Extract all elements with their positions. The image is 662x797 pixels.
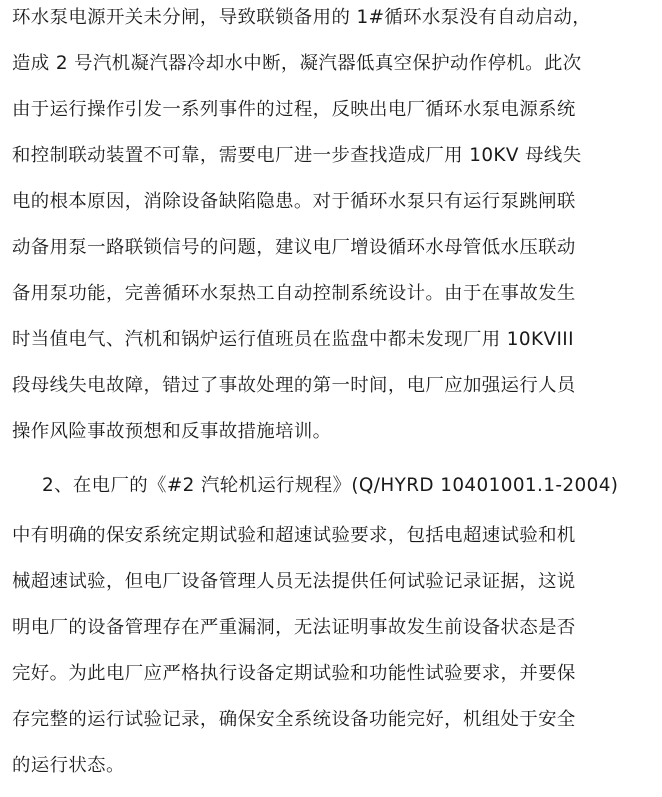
paragraph-1-line-7: 备用泵功能，完善循环水泵热工自动控制系统设计。由于在事故发生 bbox=[12, 283, 576, 304]
paragraph-1-line-2: 造成 2 号汽机凝汽器冷却水中断，凝汽器低真空保护动作停机。此次 bbox=[12, 53, 582, 74]
paragraph-1-line-1: 环水泵电源开关未分闸，导致联锁备用的 1#循环水泵没有自动启动， bbox=[12, 7, 592, 28]
paragraph-1-line-9: 段母线失电故障，错过了事故处理的第一时间，电厂应加强运行人员 bbox=[12, 375, 576, 396]
paragraph-2-line-1: 2、在电厂的《#2 汽轮机运行规程》(Q/HYRD 10401001.1-2004) bbox=[42, 475, 619, 496]
paragraph-2-line-5: 完好。为此电厂应严格执行设备定期试验和功能性试验要求，并要保 bbox=[12, 663, 576, 684]
paragraph-1-line-5: 电的根本原因，消除设备缺陷隐患。对于循环水泵只有运行泵跳闸联 bbox=[12, 191, 576, 212]
paragraph-1-line-10: 操作风险事故预想和反事故措施培训。 bbox=[12, 421, 332, 442]
paragraph-1-line-4: 和控制联动装置不可靠，需要电厂进一步查找造成厂用 10KV 母线失 bbox=[12, 145, 582, 166]
paragraph-1-line-3: 由于运行操作引发一系列事件的过程，反映出电厂循环水泵电源系统 bbox=[12, 99, 576, 120]
paragraph-2-line-6: 存完整的运行试验记录，确保安全系统设备功能完好，机组处于安全 bbox=[12, 709, 576, 730]
paragraph-2-line-7: 的运行状态。 bbox=[12, 755, 125, 776]
paragraph-1-line-6: 动备用泵一路联锁信号的问题，建议电厂增设循环水母管低水压联动 bbox=[12, 237, 576, 258]
paragraph-2-line-3: 械超速试验，但电厂设备管理人员无法提供任何试验记录证据，这说 bbox=[12, 571, 576, 592]
paragraph-2-line-4: 明电厂的设备管理存在严重漏洞，无法证明事故发生前设备状态是否 bbox=[12, 617, 576, 638]
paragraph-2-line-2: 中有明确的保安系统定期试验和超速试验要求，包括电超速试验和机 bbox=[12, 525, 576, 546]
paragraph-1-line-8: 时当值电气、汽机和锅炉运行值班员在监盘中都未发现厂用 10KVIII bbox=[12, 329, 574, 350]
